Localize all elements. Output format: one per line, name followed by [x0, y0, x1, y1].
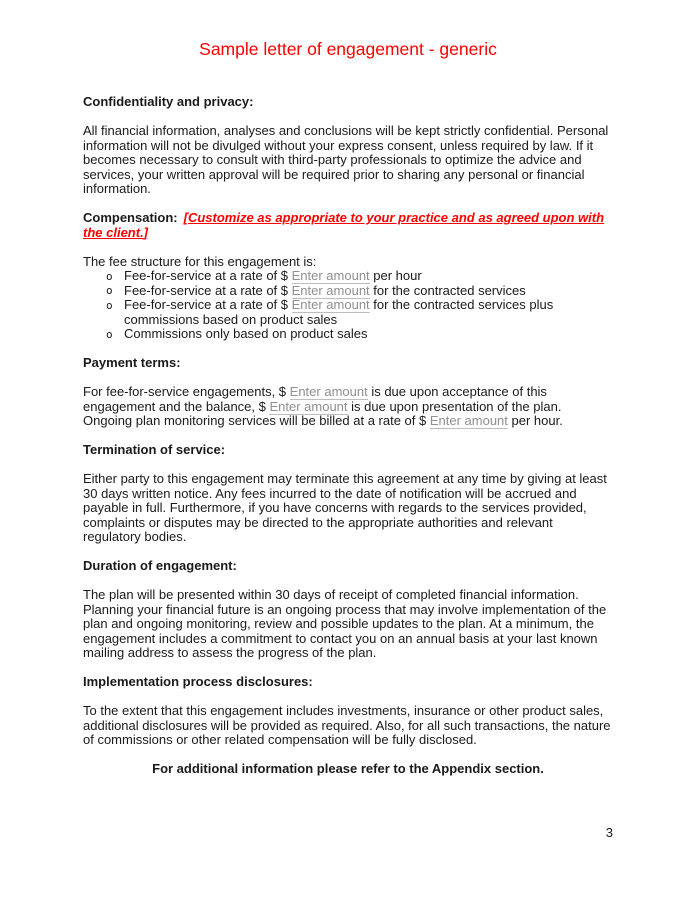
fee-option-text: Fee-for-service at a rate of $: [124, 282, 292, 298]
confidentiality-heading: Confidentiality and privacy:: [83, 94, 254, 109]
bullet-icon: o: [106, 327, 113, 341]
fee-option-contracted: [83, 284, 613, 299]
enter-amount-field[interactable]: Enter amount: [291, 268, 370, 283]
payment-text: is due upon presentation of the plan. Ongoing plan monitoring services will be billed at a rate of $: [83, 398, 562, 428]
section-payment-terms: [83, 356, 613, 429]
customize-note: [Customize as appropriate to your practice and as agreed upon with the client.]: [83, 210, 605, 240]
fee-structure-intro: The fee structure for this engagement is:: [83, 253, 317, 269]
duration-paragraph: The plan will be presented within 30 days of receipt of completed financial information. Planning your financial future is an ongoing process that may involve implementation of the plan and ongoing monitoring, review and possible updates to the plan. At a minimum, the engagement includes a commitment to contact you on an annual basis at your last known mailing address to assess the progress of the plan.: [83, 587, 607, 660]
enter-amount-field[interactable]: Enter amount: [291, 282, 370, 298]
payment-terms-heading: Payment terms:: [83, 355, 181, 370]
payment-text: per hour.: [507, 413, 563, 428]
section-implementation: [83, 675, 613, 748]
termination-heading: Termination of service:: [83, 442, 226, 457]
section-confidentiality: [83, 95, 613, 197]
implementation-paragraph: To the extent that this engagement includes investments, insurance or other product sales, additional disclosures will be provided as required. Also, for all such transactions, the nature of commissions or other related compensation will be fully disclosed.: [83, 703, 611, 747]
fee-option-text: per hour: [369, 268, 422, 283]
fee-option-contracted-plus-commissions: [83, 298, 613, 327]
duration-heading: Duration of engagement:: [83, 558, 237, 573]
appendix-note: For additional information please refer to the Appendix section.: [152, 761, 544, 776]
section-duration: [83, 559, 613, 661]
compensation-heading-line: [83, 211, 613, 240]
enter-amount-field[interactable]: Enter amount: [291, 297, 370, 312]
fee-option-text: for the contracted services plus commissions based on product sales: [124, 297, 554, 327]
compensation-heading: Compensation:: [83, 210, 178, 225]
section-compensation: [83, 211, 613, 342]
enter-amount-field[interactable]: Enter amount: [289, 384, 368, 399]
fee-option-commissions-only: [83, 327, 613, 342]
confidentiality-paragraph: All financial information, analyses and conclusions will be kept strictly confidential. Personal information will not be divulged without your express consent, unless required by law. If it becomes necessary to consult with third-party professionals to optimize the advice and services, your written approval will be required prior to sharing any personal or financial information.: [83, 123, 609, 196]
payment-terms-paragraph: [83, 385, 613, 429]
fee-option-text: Fee-for-service at a rate of $: [124, 268, 292, 283]
termination-paragraph: Either party to this engagement may terminate this agreement at any time by giving at least 30 days written notice. Any fees incurred to the date of notification will be accrued and payable in full. Furthermore, if you have concerns with regards to the services provided, complaints or disputes may be directed to the appropriate authorities and relevant regulatory bodies.: [83, 471, 607, 544]
enter-amount-field[interactable]: Enter amount: [269, 398, 348, 414]
enter-amount-field[interactable]: Enter amount: [429, 413, 508, 428]
fee-option-text: Fee-for-service at a rate of $: [124, 297, 292, 312]
section-termination: [83, 443, 613, 545]
implementation-heading: Implementation process disclosures:: [83, 674, 313, 689]
bullet-icon: o: [106, 269, 113, 283]
fee-option-text: for the contracted services: [369, 282, 526, 298]
payment-text: For fee-for-service engagements, $: [83, 384, 290, 399]
page-number: 3: [605, 825, 613, 840]
fee-options-list: [83, 269, 613, 342]
bullet-icon: o: [106, 284, 113, 297]
payment-text: is due upon acceptance of this engagement and the balance, $: [83, 384, 547, 414]
fee-option-text: Commissions only based on product sales: [124, 326, 368, 341]
document-title: Sample letter of engagement - generic: [199, 39, 497, 59]
bullet-icon: o: [106, 298, 113, 312]
fee-option-hourly: [83, 269, 613, 284]
